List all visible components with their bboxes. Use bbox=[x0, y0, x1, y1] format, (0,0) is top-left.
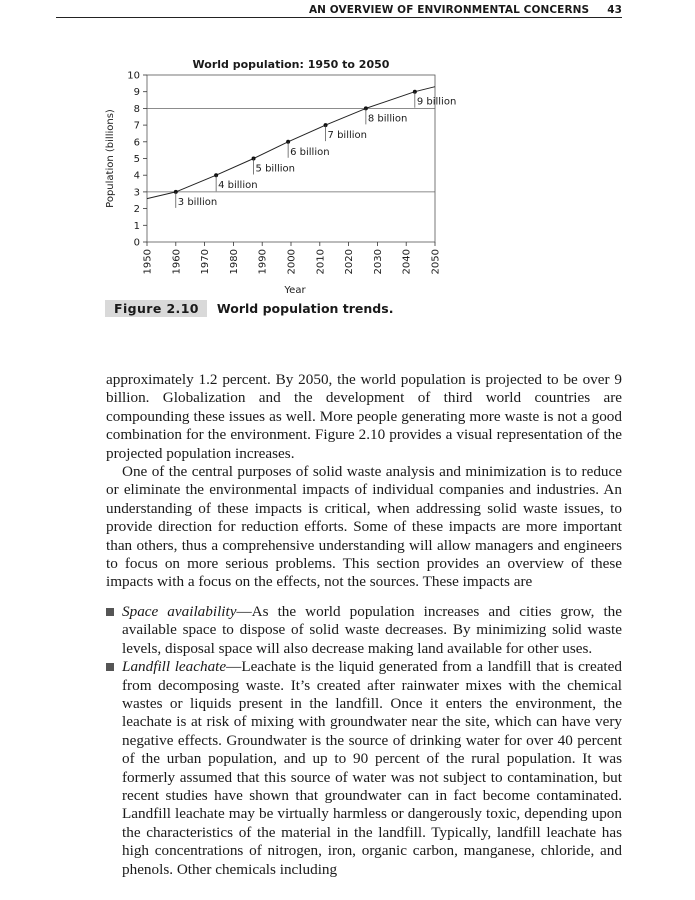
square-bullet-icon bbox=[106, 663, 114, 671]
y-tick-label: 9 bbox=[133, 87, 140, 99]
y-tick-label: 0 bbox=[133, 237, 140, 249]
x-tick-label: 2030 bbox=[372, 249, 384, 275]
list-item-term: Space availability bbox=[122, 603, 237, 620]
list-item-text: —As the world population increases and cities grow, the available space to dispose of solid waste decreases. By minimizing solid waste levels, disposal space will also decrease making land available for other uses. bbox=[122, 603, 623, 657]
milestone-label: 9 billion bbox=[416, 96, 457, 108]
square-bullet-icon bbox=[106, 608, 114, 616]
figure-label: Figure 2.10 bbox=[105, 300, 207, 317]
milestone-label: 8 billion bbox=[367, 113, 408, 125]
x-tick-label: 2010 bbox=[315, 249, 327, 275]
milestone-label: 7 billion bbox=[327, 130, 368, 142]
y-tick-label: 3 bbox=[133, 187, 140, 199]
x-tick-label: 2000 bbox=[286, 249, 298, 275]
list-item bbox=[106, 603, 622, 658]
milestone-label: 4 billion bbox=[218, 180, 258, 192]
x-axis-label: Year bbox=[284, 285, 306, 296]
paragraph: approximately 1.2 percent. By 2050, the world population is projected to be over 9 billion. Globalization and the development of third world countries are compounding these issues as well. More people generating more waste is not a good combination for the environment. Figure 2.10 provides a visual representation of the projected population increases. bbox=[106, 371, 622, 462]
x-tick-label: 1980 bbox=[228, 249, 240, 275]
y-tick-label: 4 bbox=[133, 170, 140, 182]
x-tick-label: 1990 bbox=[257, 249, 269, 275]
milestone-label: 5 billion bbox=[255, 163, 296, 175]
x-tick-label: 1960 bbox=[171, 249, 183, 275]
body-text bbox=[106, 371, 622, 592]
y-tick-label: 5 bbox=[133, 154, 140, 165]
y-tick-label: 1 bbox=[133, 220, 140, 232]
y-tick-label: 7 bbox=[133, 120, 140, 132]
y-tick-label: 2 bbox=[133, 204, 140, 216]
figure-caption bbox=[105, 300, 393, 317]
y-tick-label: 10 bbox=[127, 70, 140, 82]
paragraph: One of the central purposes of solid waste analysis and minimization is to reduce or eliminate the environmental impacts of individual companies and industries. An understanding of these impacts is critical, when addressing solid waste issues, to provide direction for reduction efforts. Some of these impacts are more important than others, thus a comprehensive understanding will allow managers and engineers to focus on more serious problems. This section provides an overview of these impacts with a focus on the effects, not the sources. These impacts are bbox=[106, 463, 622, 591]
list-item-term: Landfill leachate bbox=[122, 658, 227, 676]
y-axis-label: Population (billions) bbox=[105, 109, 116, 208]
running-header bbox=[309, 4, 622, 16]
x-tick-label: 2050 bbox=[430, 249, 442, 275]
running-title: AN OVERVIEW OF ENVIRONMENTAL CONCERNS bbox=[308, 4, 590, 16]
list-item bbox=[106, 658, 622, 879]
chart-title: World population: 1950 to 2050 bbox=[192, 58, 390, 71]
impact-list bbox=[106, 603, 622, 879]
y-tick-label: 8 bbox=[133, 103, 140, 115]
milestone-label: 3 billion bbox=[177, 196, 218, 208]
population-line bbox=[147, 87, 435, 199]
figure-caption-text: World population trends. bbox=[216, 301, 394, 316]
y-tick-label: 6 bbox=[133, 137, 140, 149]
x-tick-label: 1950 bbox=[142, 249, 154, 275]
milestone-label: 6 billion bbox=[290, 146, 330, 158]
list-item-text: —Leachate is the liquid generated from a landfill that is created from decomposing waste. It’s created after rainwater mixes with the chemical wastes or liquids present in the landfill. Once it enters the environment, the leachate is at risk of mixing with groundwater near the site, which can have very negative effects. Groundwater is the source of drinking water for over 40 percent of the urban population, and up to 90 percent of the rural population. It was formerly assumed that this source of water was not subject to contamination, but recent studies have shown that groundwater can in fact become contaminated. Landfill leachate may be virtually harmless or dangerously toxic, depending upon the characteristics of the material in the landfill. Typically, landfill leachate has high concentrations of nitrogen, iron, organic carbon, manganese, chloride, and phenols. Other chemicals including bbox=[122, 658, 622, 878]
x-tick-label: 1970 bbox=[200, 249, 212, 275]
header-rule bbox=[56, 17, 622, 18]
x-tick-label: 2040 bbox=[401, 249, 413, 275]
page-number: 43 bbox=[607, 4, 622, 16]
x-tick-label: 2020 bbox=[344, 249, 356, 275]
population-chart bbox=[98, 52, 458, 302]
